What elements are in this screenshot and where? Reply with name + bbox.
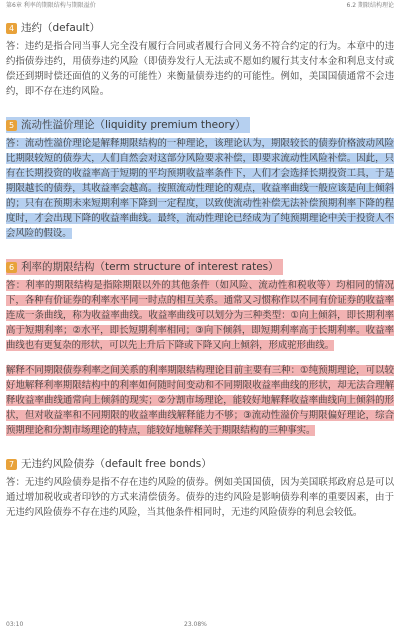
section-6-paragraph-1: 答：利率的期限结构是指除期限以外的其他条件（如风险、流动性和税收等）均相同的情况下，各种有价证券的利率水平同一时点的相互关系。通常又习惯称作以不同有价证券的收益率连成一条曲线，称为收益率曲线。收益率曲线可以划分为三种类型：①向上倾斜，即长期利率高于短期利率；②水平，即长短期利率相同；③向下倾斜，即短期利率高于长期利率。收益率曲线也有更复杂的形状，可以先上升后下降或下降又向上倾斜，形成驼形曲线。 [6, 280, 394, 351]
section-4-title: 违约（default） [21, 22, 100, 34]
section-5-heading [6, 117, 394, 133]
section-7-number-badge: 7 [6, 459, 17, 470]
section-6-number-badge: 6 [6, 262, 17, 273]
section-5-title: 流动性溢价理论（liquidity premium theory） [21, 119, 246, 131]
top-status-bar [0, 0, 400, 12]
bottom-status-bar [0, 619, 400, 631]
clock-time: 03:10 [6, 621, 24, 628]
section-6-title: 利率的期限结构（term structure of interest rates） [21, 261, 279, 273]
document-body [6, 16, 394, 524]
section-6-heading [6, 259, 394, 275]
chapter-header: 第6章 利率的期限结构与期限溢价 [6, 2, 96, 9]
section-4-paragraph: 答：违约是指合同当事人完全没有履行合同或者履行合同义务不符合约定的行为。本章中的违约指债券违约，用债券违约风险（即债券发行人无法或不愿如约履行其支付本金和利息支付或偿还到期时偿还面值的义务的可能性）来衡量债券违约的可能性。例如，美国国债通常不会违约，即不存在违约风险。 [6, 41, 394, 97]
section-5-paragraph: 答：流动性溢价理论是解释期限结构的一种理论，该理论认为，期限较长的债券价格波动风险比期限较短的债券大，人们自然会对这部分风险要求补偿，即要求流动性风险补偿。因此，只有在长期投资的收益率高于短期的平均预期收益率条件下，人们才会选择长期投资工具，于是期限越长的债券，其收益率会越高。按照流动性理论的观点，收益率曲线一般应该是向上倾斜的；只有在预期未来短期利率下降到一定程度，以致使流动性补偿无法补偿预期利率下降的程度时，才会出现下降的收益率曲线。最终，流动性理论已经成为了纯预期理论中关于投资人不会风险的假设。 [6, 138, 394, 239]
reading-progress: 23.08% [184, 621, 207, 628]
section-4-heading [6, 20, 394, 36]
section-7-title: 无违约风险债券（default free bonds） [21, 458, 212, 470]
section-6-paragraph-2: 解释不同期限债券利率之间关系的利率期限结构理论目前主要有三种：①纯预期理论，可以较好地解释利率期限结构中的利率如何随时间变动和不同期限收益率曲线的形状，却无法合理解释收益率曲线通常向上倾斜的现实；②分割市场理论，能较好地解释收益率曲线向上倾斜的形状，但对收益率和不同期限的收益率曲线解释能力不够；③流动性溢价与期限偏好理论，综合预期理论和分割市场理论的特点，能较好地解释关于期限结构的三种事实。 [6, 365, 394, 436]
section-7-paragraph: 答：无违约风险债券是指不存在违约风险的债券。例如美国国债，因为美国联邦政府总是可以通过增加税收或者印钞的方式来清偿债务。债券的违约风险是影响债券利率的重要因素，由于无违约风险债券不存在违约风险，当其他条件相同时，无违约风险债券的利息会较低。 [6, 477, 394, 518]
section-4-number-badge: 4 [6, 23, 17, 34]
section-header: 6.2 期限结构理论 [346, 2, 394, 9]
section-5-number-badge: 5 [6, 120, 17, 131]
section-7-heading [6, 456, 394, 472]
